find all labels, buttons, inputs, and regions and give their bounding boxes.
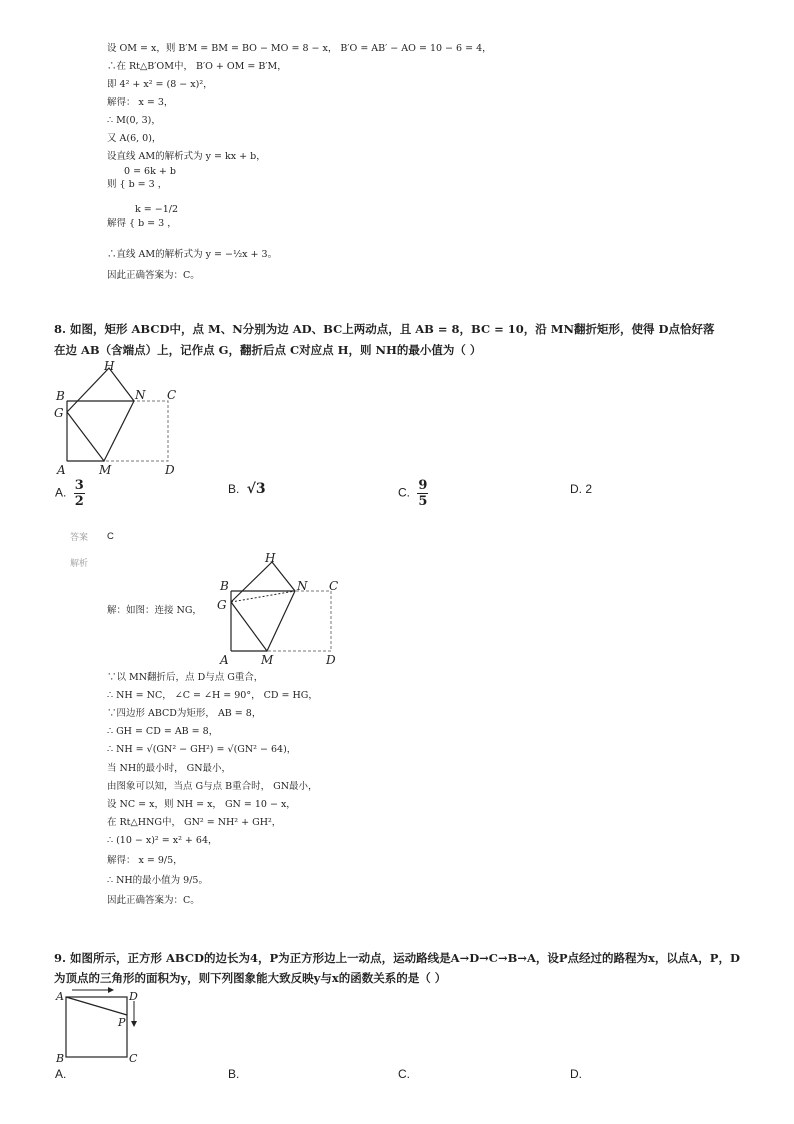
label-n: N <box>135 388 146 402</box>
solution-line: ∵四边形 ABCD为矩形， AB = 8， <box>107 708 262 719</box>
question-8-figure <box>52 358 182 478</box>
solution-8-figure <box>212 548 342 668</box>
option-a-letter: A. <box>55 485 67 500</box>
option-c[interactable] <box>398 478 428 509</box>
label-c: C <box>129 1052 138 1065</box>
label-a: A <box>56 990 64 1003</box>
label-c: C <box>329 579 339 593</box>
option-d-letter: D. <box>570 482 582 496</box>
solution-line: 设 OM = x，则 B′M = BM = BO − MO = 8 − x， B′O = AB′ − AO = 10 − 6 = 4， <box>107 43 492 54</box>
question-8-stem-line2: 在边 AB（含端点）上，记作点 G，翻折后点 C对应点 H，则 NH的最小值为（ ） <box>54 343 482 357</box>
label-h: H <box>265 551 276 565</box>
option-a[interactable] <box>55 478 85 509</box>
label-g: G <box>217 598 227 612</box>
system-line: k = −1/2 <box>135 204 179 215</box>
arrowhead <box>108 987 114 993</box>
analysis-label: 解析 <box>70 558 89 568</box>
label-m: M <box>261 653 274 667</box>
option-d[interactable]: D. <box>570 1067 582 1081</box>
fraction-denominator: 5 <box>418 494 428 509</box>
solution-line: ∴ NH = √(GN² − GH²) = √(GN² − 64)， <box>107 744 297 755</box>
label-h: H <box>104 359 115 373</box>
label-p: P <box>118 1016 126 1029</box>
answer-value: C <box>107 531 114 542</box>
label-b: B <box>56 389 65 403</box>
solution-line: 即 4² + x² = (8 − x)²， <box>107 79 213 90</box>
option-b[interactable]: B. <box>228 1067 240 1081</box>
label-d: D <box>326 653 336 667</box>
solution-line: 因此正确答案为：C。 <box>107 895 200 906</box>
option-d[interactable] <box>570 482 592 496</box>
label-c: C <box>167 388 177 402</box>
solution-intro: 解：如图：连接 NG， <box>107 605 202 616</box>
option-a[interactable]: A. <box>55 1067 67 1081</box>
solution-line: ∴ M(0, 3)， <box>107 115 161 126</box>
solution-line: ∴ (10 − x)² = x² + 64， <box>107 835 218 846</box>
folded-shape <box>67 368 134 461</box>
solution-line: 解得： x = 9/5， <box>107 855 183 866</box>
option-c-letter: C. <box>398 485 410 500</box>
option-c[interactable]: C. <box>398 1067 410 1081</box>
option-b[interactable] <box>228 481 266 497</box>
question-9-figure <box>52 985 152 1065</box>
fraction-numerator: 9 <box>418 478 428 493</box>
arrowhead <box>131 1021 137 1027</box>
label-g: G <box>54 406 64 420</box>
label-d: D <box>129 990 138 1003</box>
solution-line: 因此正确答案为：C。 <box>107 270 200 281</box>
solution-line: 又 A(6, 0)， <box>107 133 162 144</box>
option-b-letter: B. <box>228 482 240 496</box>
question-9-stem-line1: 9. 如图所示，正方形 ABCD的边长为4，P为正方形边上一动点，运动路线是A→D→C→B→A，设P点经过的路程为x，以点A，P，D <box>54 951 740 965</box>
question-8-stem-line1: 8. 如图，矩形 ABCD中，点 M、N分别为边 AD、BC上两动点，且 AB = 8，BC = 10，沿 MN翻折矩形，使得 D点恰好落 <box>54 322 715 336</box>
solution-line: 当 NH的最小时， GN最小， <box>107 763 232 774</box>
solution-line: ∴在 Rt△B′OM中， B′O + OM = B′M， <box>107 61 287 72</box>
solution-line: 解得： x = 3， <box>107 97 174 108</box>
answer-label: 答案 <box>70 532 89 542</box>
label-m: M <box>99 463 112 477</box>
fraction-denominator: 2 <box>74 494 84 509</box>
label-b: B <box>220 579 229 593</box>
option-b-value: √3 <box>246 481 266 497</box>
fraction-numerator: 3 <box>74 478 84 493</box>
system-line: 0 = 6k + b <box>124 166 176 177</box>
question-9-stem-line2: 为顶点的三角形的面积为y，则下列图象能大致反映y与x的函数关系的是（ ） <box>54 971 447 985</box>
system-line: 则 { b = 3 ， <box>107 179 168 190</box>
solution-line: 设直线 AM的解析式为 y = kx + b， <box>107 151 266 162</box>
solution-line: 设 NC = x，则 NH = x， GN = 10 − x， <box>107 799 296 810</box>
label-d: D <box>165 463 175 477</box>
option-a-fraction <box>74 478 85 509</box>
label-a: A <box>57 463 66 477</box>
solution-line: ∴ NH的最小值为 9/5。 <box>107 875 208 886</box>
solution-line: ∴ GH = CD = AB = 8， <box>107 726 219 737</box>
segment-ap <box>66 997 127 1015</box>
solution-line: 由图象可以知，当点 G与点 B重合时， GN最小， <box>107 781 318 792</box>
solution-line: ∴ NH = NC， ∠C = ∠H = 90°， CD = HG， <box>107 690 318 701</box>
original-rectangle-dashed <box>67 401 168 461</box>
folded-shape <box>231 562 295 651</box>
label-a: A <box>220 653 229 667</box>
label-n: N <box>297 579 308 593</box>
system-line: 解得 { b = 3 ， <box>107 218 177 229</box>
option-c-fraction <box>417 478 428 509</box>
solution-line: 在 Rt△HNG中， GN² = NH² + GH²， <box>107 817 282 828</box>
option-d-value: 2 <box>585 482 593 496</box>
solution-line: ∵以 MN翻折后，点 D与点 G重合， <box>107 672 264 683</box>
solution-line: ∴直线 AM的解析式为 y = −½x + 3。 <box>107 249 278 260</box>
label-b: B <box>56 1052 65 1065</box>
